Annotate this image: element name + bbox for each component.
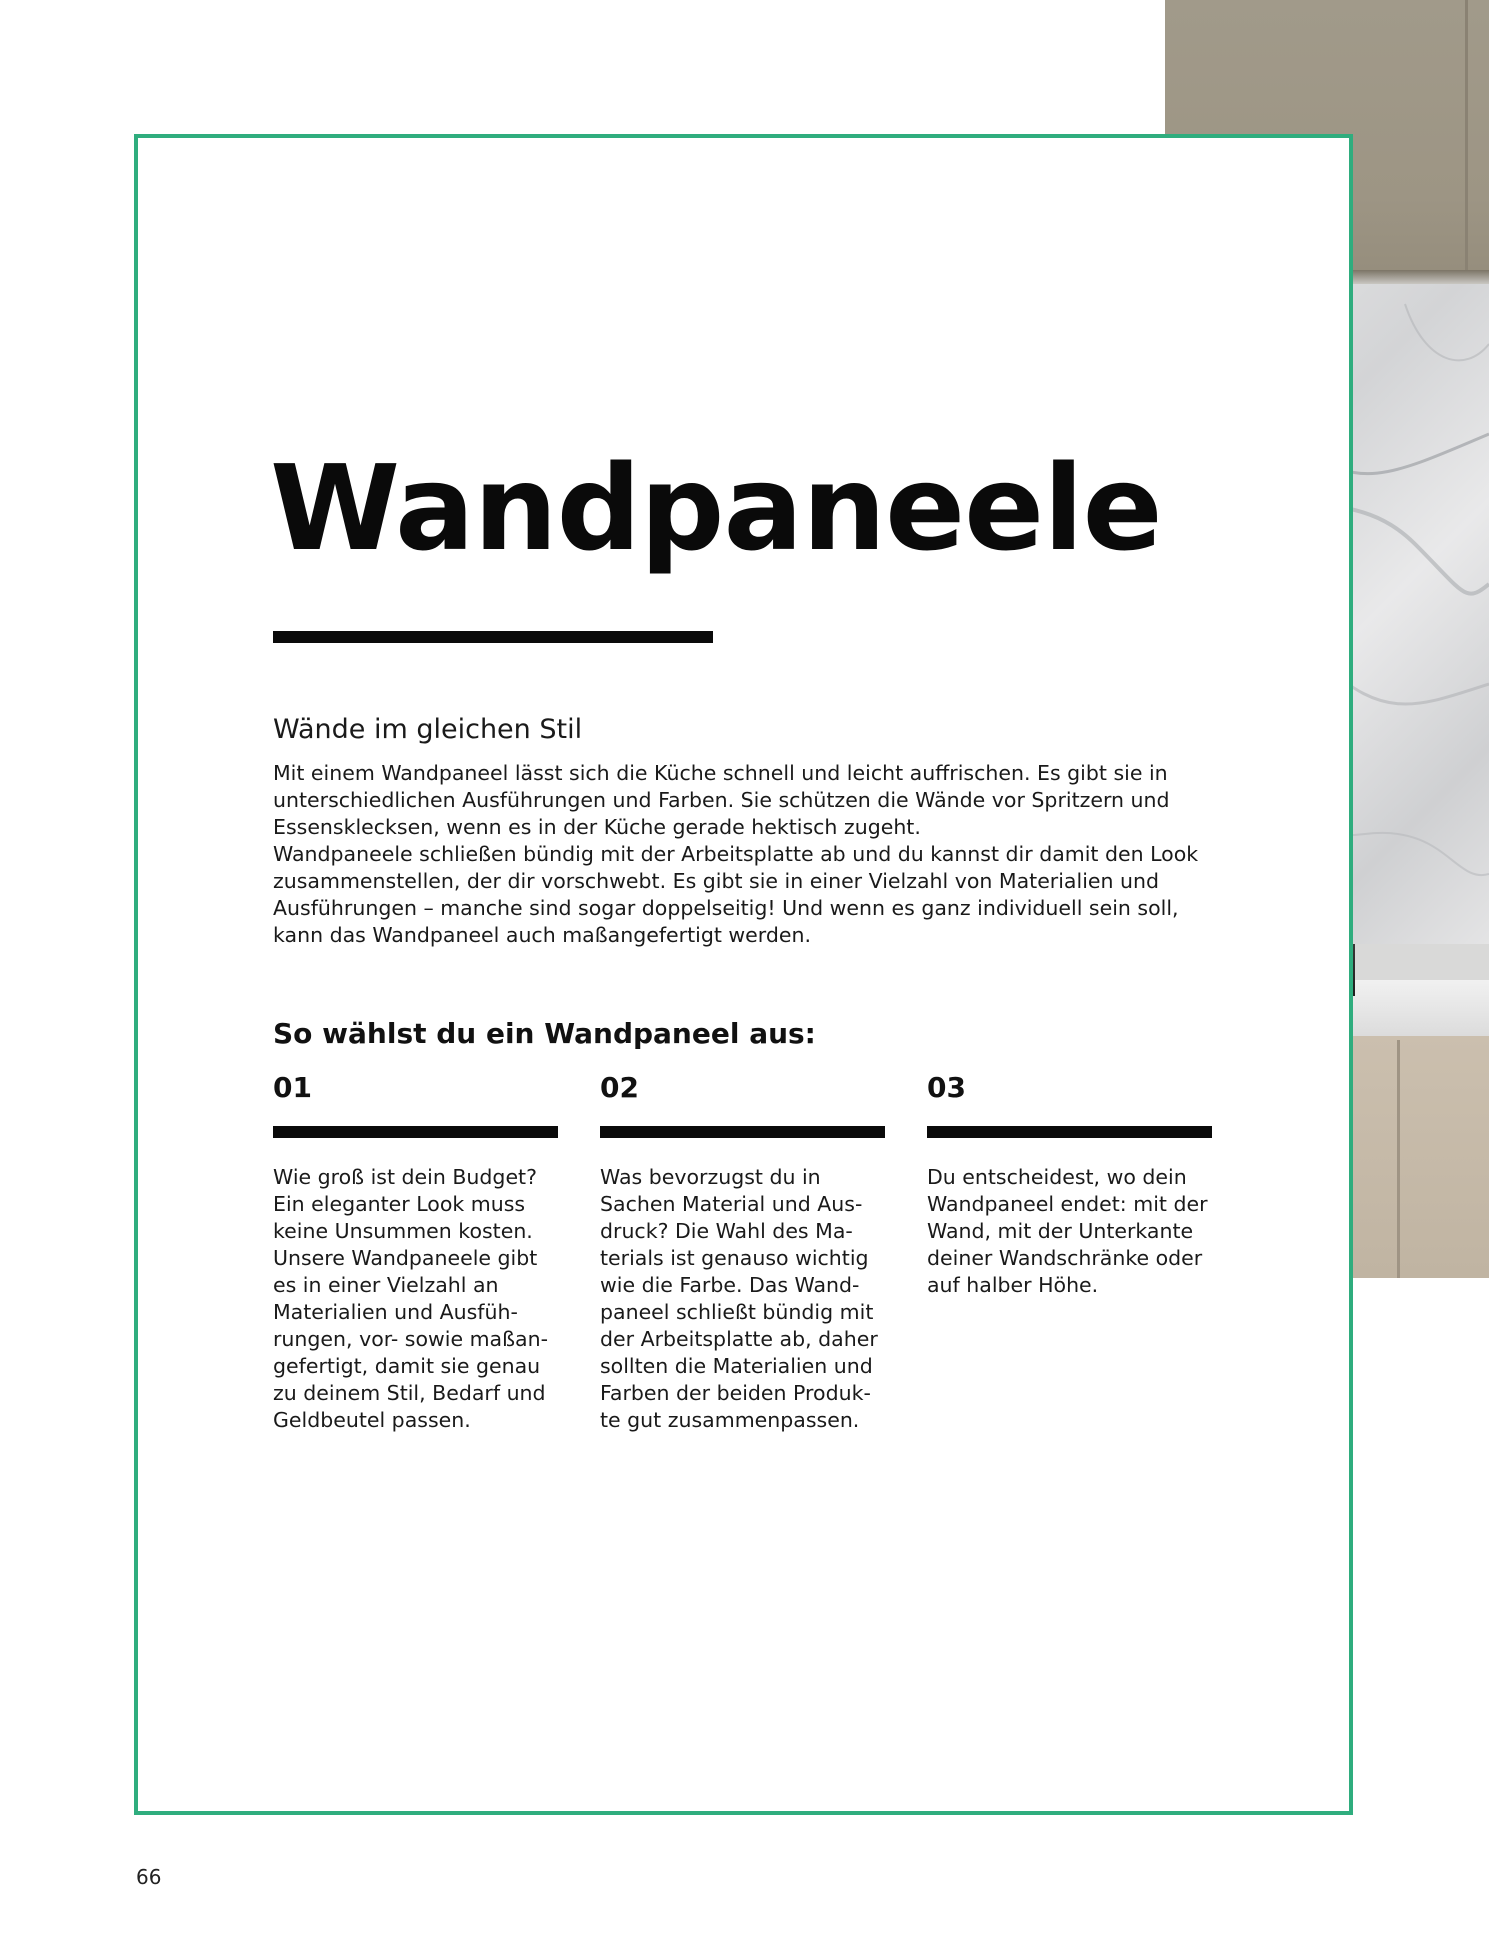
step-column xyxy=(600,1070,890,1434)
step-text-line: Wand, mit der Unterkante xyxy=(927,1219,1194,1243)
step-text-line: es in einer Vielzahl an xyxy=(273,1273,499,1297)
step-text-line: der Arbeitsplatte ab, daher xyxy=(600,1327,878,1351)
page-number: 66 xyxy=(136,1865,162,1889)
step-rule xyxy=(600,1126,885,1138)
step-column xyxy=(273,1070,563,1434)
step-rule xyxy=(927,1126,1212,1138)
step-text-line: Ein eleganter Look muss xyxy=(273,1192,526,1216)
step-text xyxy=(600,1164,890,1434)
intro-paragraph: Mit einem Wandpaneel lässt sich die Küche schnell und leicht auffrischen. Es gibt sie in unterschiedlichen Ausführungen und Farben. Sie schützen die Wände vor Spritzern und Essensklecksen, wenn es in der Küche gerade hektisch zugeht. xyxy=(273,761,1170,839)
steps-heading: So wählst du ein Wandpaneel aus: xyxy=(273,1017,816,1050)
step-text-line: paneel schließt bündig mit xyxy=(600,1300,874,1324)
cabinet-seam xyxy=(1465,0,1468,270)
step-text-line: Was bevorzugst du in xyxy=(600,1165,821,1189)
step-text-line: wie die Farbe. Das Wand- xyxy=(600,1273,860,1297)
step-text-line: Sachen Material und Aus- xyxy=(600,1192,863,1216)
step-text-line: Geldbeutel passen. xyxy=(273,1408,471,1432)
step-text-line: gefertigt, damit sie genau xyxy=(273,1354,541,1378)
content-frame xyxy=(134,134,1353,1815)
page-title: Wandpaneele xyxy=(270,439,1162,577)
step-rule xyxy=(273,1126,558,1138)
step-text-line: sollten die Materialien und xyxy=(600,1354,873,1378)
step-text-line: te gut zusammenpassen. xyxy=(600,1408,860,1432)
step-number: 01 xyxy=(273,1071,312,1104)
step-number: 03 xyxy=(927,1071,966,1104)
step-text-line: Wie groß ist dein Budget? xyxy=(273,1165,537,1189)
step-text xyxy=(927,1164,1217,1299)
step-text-line: zu deinem Stil, Bedarf und xyxy=(273,1381,546,1405)
title-underline xyxy=(273,631,713,643)
step-text-line: keine Unsummen kosten. xyxy=(273,1219,533,1243)
step-text-line: Farben der beiden Produk- xyxy=(600,1381,871,1405)
step-text-line: deiner Wandschränke oder xyxy=(927,1246,1203,1270)
step-text-line: Du entscheidest, wo dein xyxy=(927,1165,1187,1189)
step-text xyxy=(273,1164,563,1434)
step-number: 02 xyxy=(600,1071,639,1104)
lower-cabinet-seam xyxy=(1397,1040,1400,1278)
intro-paragraph: Wandpaneele schließen bündig mit der Arbeitsplatte ab und du kannst dir damit den Look zusammenstellen, der dir vorschwebt. Es gibt sie in einer Vielzahl von Materialien und Ausführungen – manche sind sogar doppelseitig! Und wenn es ganz individuell sein soll, kann das Wandpaneel auch maßangefertigt werden. xyxy=(273,842,1199,947)
step-text-line: Wandpaneel endet: mit der xyxy=(927,1192,1208,1216)
step-column xyxy=(927,1070,1217,1299)
intro-text xyxy=(273,760,1213,949)
step-text-line: auf halber Höhe. xyxy=(927,1273,1099,1297)
step-text-line: druck? Die Wahl des Ma- xyxy=(600,1219,853,1243)
step-text-line: terials ist genauso wichtig xyxy=(600,1246,869,1270)
step-text-line: rungen, vor- sowie maßan- xyxy=(273,1327,548,1351)
step-text-line: Unsere Wandpaneele gibt xyxy=(273,1246,538,1270)
step-text-line: Materialien und Ausfüh- xyxy=(273,1300,518,1324)
section-subheading: Wände im gleichen Stil xyxy=(273,714,583,745)
